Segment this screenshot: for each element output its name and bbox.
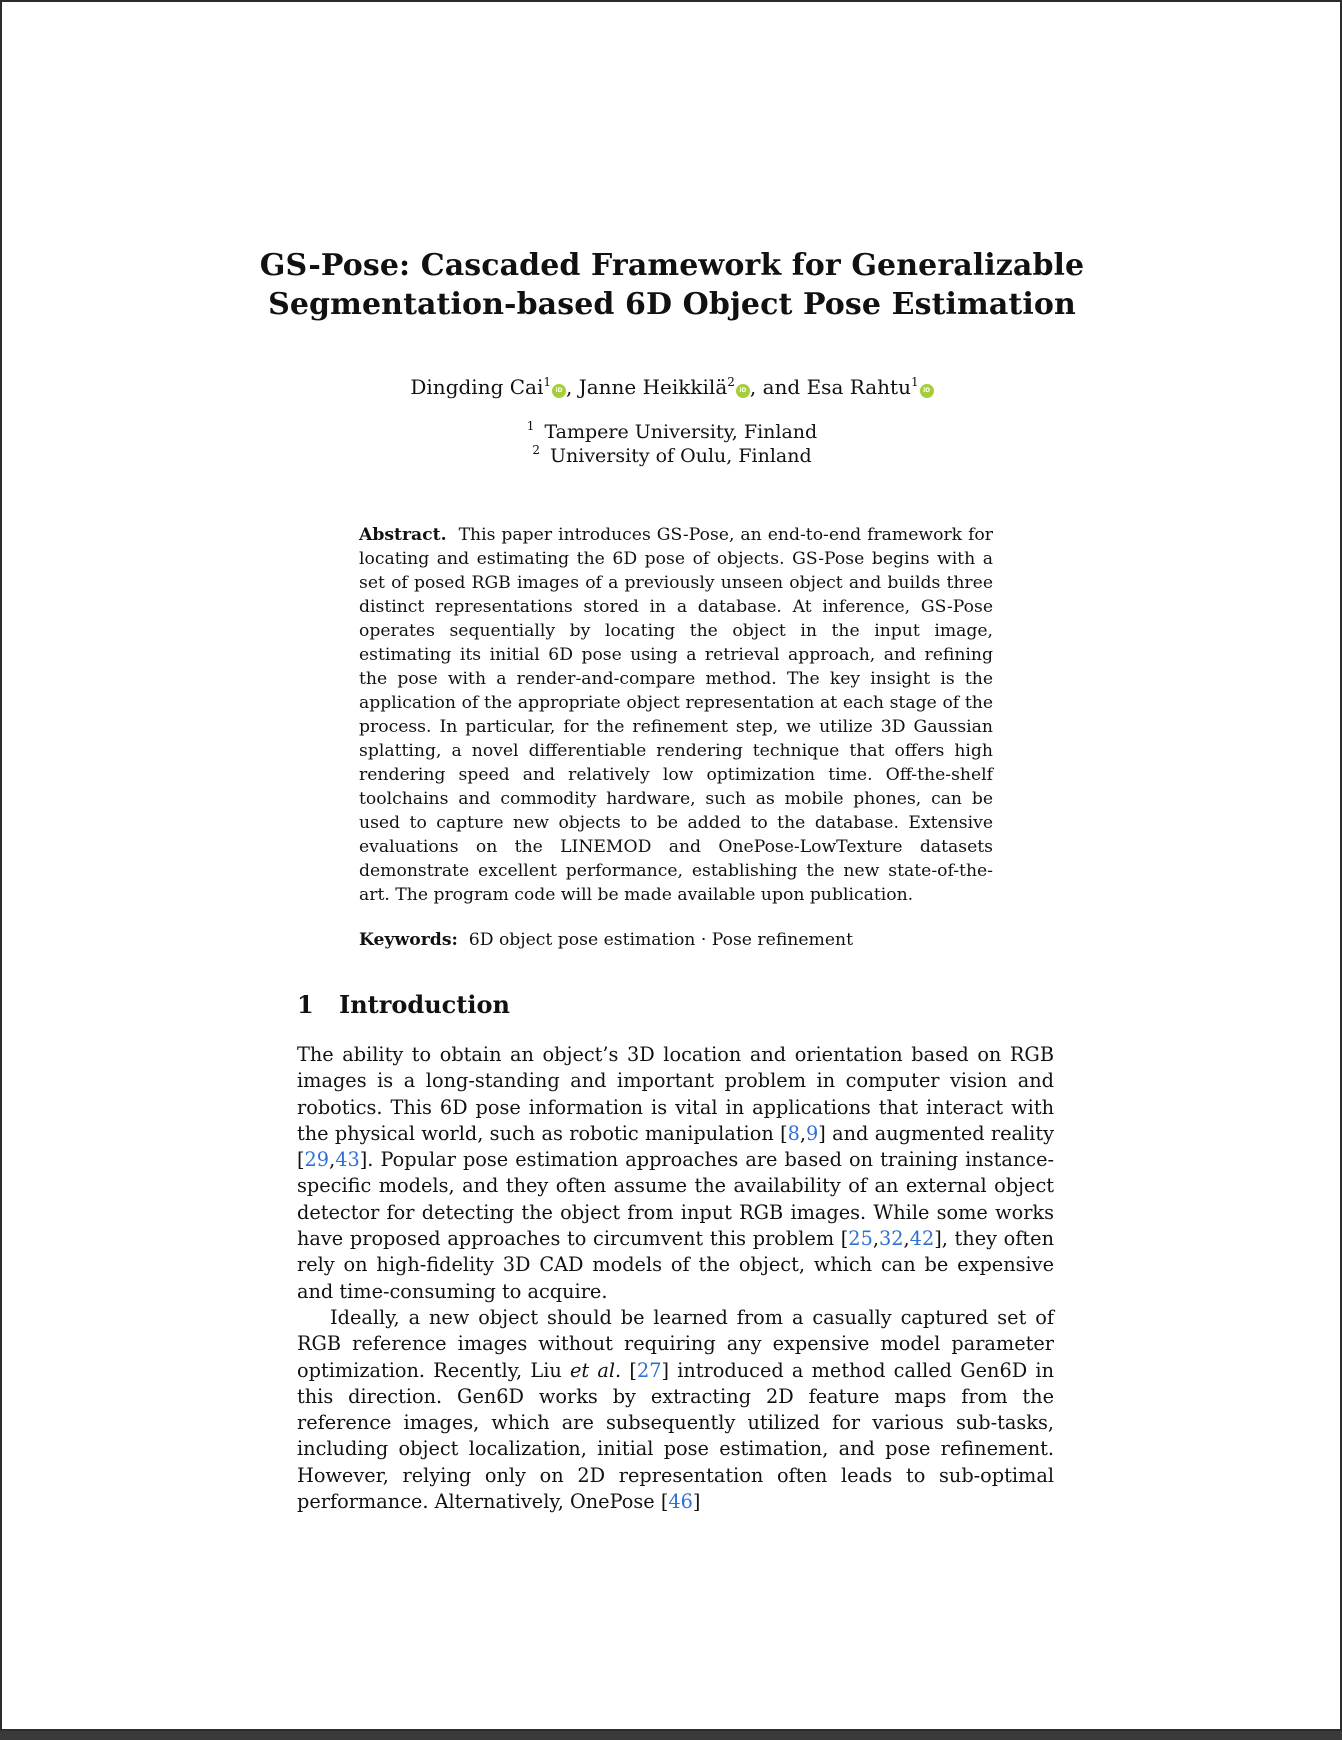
- affiliation-mark: 2: [532, 443, 540, 457]
- abstract-label: Abstract.: [359, 525, 447, 545]
- citation-link[interactable]: 9: [806, 1121, 819, 1145]
- affiliation-text: University of Oulu, Finland: [550, 445, 812, 467]
- author-name: Janne Heikkilä: [578, 375, 728, 399]
- affiliation-mark: 2: [727, 375, 735, 389]
- paragraph: [297, 1305, 1054, 1515]
- citation-link[interactable]: 27: [636, 1358, 662, 1382]
- affiliation-text: Tampere University, Finland: [544, 421, 818, 443]
- citation-link[interactable]: 42: [909, 1227, 935, 1251]
- section-title: Introduction: [339, 990, 510, 1019]
- citation-link[interactable]: 32: [878, 1227, 904, 1251]
- affiliation-mark: 1: [910, 375, 919, 389]
- body-text: [297, 1042, 1054, 1515]
- paragraph-text: [: [621, 1358, 637, 1382]
- paragraph-text: Ideally, a new object should be learned from a casually captured set of RGB reference images without requiring any expensive model parameter optimization. Recently, Liu: [297, 1305, 1054, 1382]
- et-al-text: et al.: [570, 1358, 622, 1382]
- keywords-block: [359, 928, 993, 952]
- paragraph-text: ]: [692, 1490, 701, 1514]
- affiliation-item: [252, 420, 1092, 444]
- author-name: Esa Rahtu: [806, 375, 911, 399]
- abstract-block: [359, 523, 993, 907]
- section-number: 1: [297, 990, 314, 1019]
- citation-link[interactable]: 8: [787, 1121, 800, 1145]
- section-heading: [297, 990, 510, 1020]
- citation-link[interactable]: 29: [304, 1148, 330, 1172]
- author-separator: , and: [749, 375, 807, 399]
- author-separator: ,: [566, 375, 579, 399]
- paragraph-text: ]. Popular pose estimation approaches are based on training instance-specific models, and they often assume the availability of an external object detector for detecting the object from input RGB images. While some works have proposed approaches to circumvent this problem [: [297, 1148, 1054, 1251]
- paragraph-text: ] introduced a method called Gen6D in this direction. Gen6D works by extracting 2D feature maps from the reference images, which are subsequently utilized for various sub-tasks, including object localization, initial pose estimation, and pose refinement. However, relying only on 2D representation often leads to sub-optimal performance. Alternatively, OnePose [: [297, 1358, 1054, 1514]
- paragraph: The ability to obtain an object’s 3D location and orientation based on RGB images is a long-standing and important problem in computer vision and robotics. This 6D pose information is vital in applications that interact with the physical world, such as robotic manipulation [8,9] and augmented reality [29,43]. Popular pose estimation approaches are based on training instance-specific models, and they often assume the availability of an external object detector for detecting the object from input RGB images. While some works have proposed approaches to circumvent this problem [25,32,42], they often rely on high-fidelity 3D CAD models of the object, which can be expensive and time-consuming to acquire.: [297, 1043, 1054, 1303]
- keywords-text: 6D object pose estimation · Pose refinement: [468, 930, 853, 950]
- keywords-label: Keywords:: [359, 930, 458, 950]
- orcid-icon[interactable]: iD: [736, 384, 750, 398]
- paragraph-text: ] and augmented reality [: [297, 1121, 1054, 1172]
- affiliation-mark: 1: [526, 419, 535, 433]
- orcid-icon[interactable]: iD: [920, 384, 934, 398]
- citation-link[interactable]: 25: [848, 1227, 873, 1251]
- affiliation-mark: 1: [543, 375, 551, 389]
- paragraph-text: ], they often rely on high-fidelity 3D CAD models of the object, which can be expensive and time-consuming to acquire.: [297, 1227, 1054, 1303]
- abstract-text: This paper introduces GS-Pose, an end-to-end framework for locating and estimating the 6D pose of objects. GS-Pose begins with a set of posed RGB images of a previously unseen object and builds three distinct representations stored in a database. At inference, GS-Pose operates sequentially by locating the object in the input image, estimating its initial 6D pose using a retrieval approach, and refining the pose with a render-and-compare method. The key insight is the application of the appropriate object representation at each stage of the process. In particular, for the refinement step, we utilize 3D Gaussian splatting, a novel differentiable rendering technique that offers high rendering speed and relatively low optimization time. Off-the-shelf toolchains and commodity hardware, such as mobile phones, can be used to capture new objects to be added to the database. Extensive evaluations on the LINEMOD and OnePose-LowTexture datasets demonstrate excellent performance, establishing the new state-of-the-art. The program code will be made available upon publication.: [359, 525, 994, 905]
- affiliation-list: [252, 420, 1092, 468]
- paper-title: GS-Pose: Cascaded Framework for Generalizable Segmentation-based 6D Object Pose Estimation: [259, 248, 1085, 322]
- citation-link[interactable]: 43: [335, 1148, 360, 1172]
- author-name: Dingding Cai: [410, 375, 544, 399]
- affiliation-item: [252, 444, 1092, 468]
- orcid-icon[interactable]: iD: [552, 384, 566, 398]
- paragraph-text: The ability to obtain an object’s 3D location and orientation based on RGB images is a long-standing and important problem in computer vision and robotics. This 6D pose information is vital in applications that interact with the physical world, such as robotic manipulation [: [297, 1043, 1054, 1145]
- author-list: [252, 374, 1092, 400]
- citation-link[interactable]: 46: [668, 1490, 693, 1514]
